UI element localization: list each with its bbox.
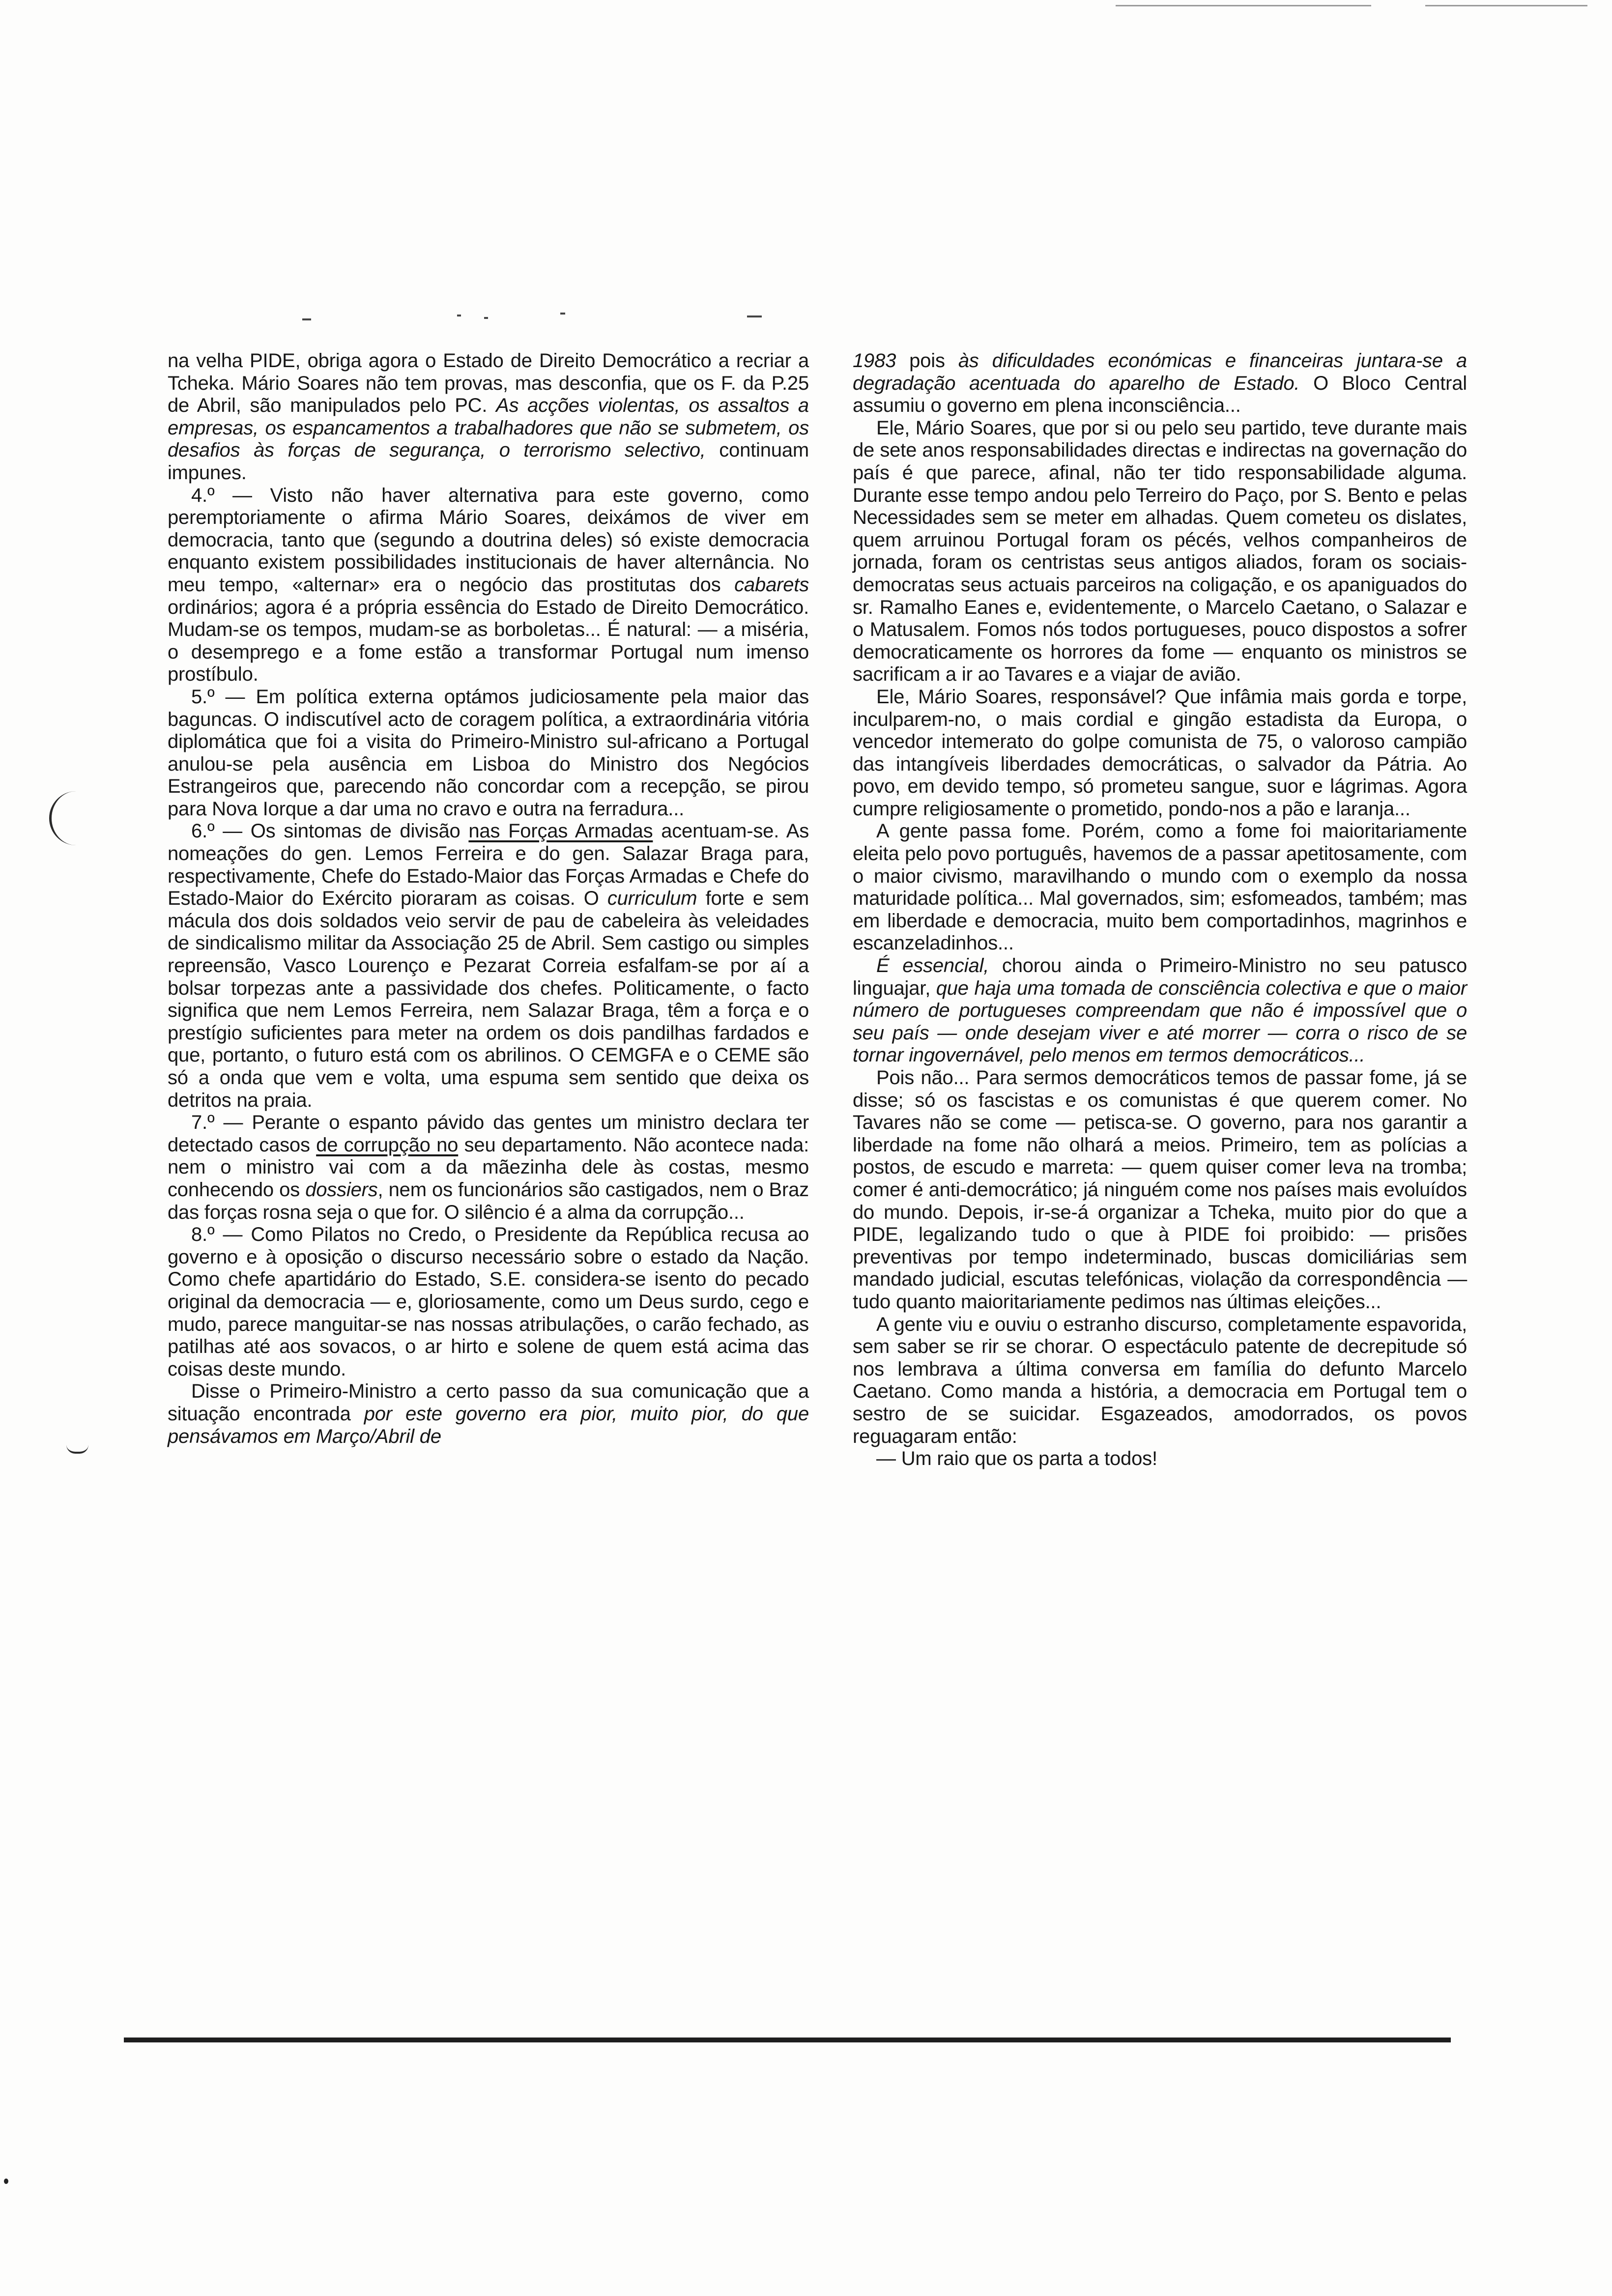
scan-speck	[484, 317, 488, 319]
italic-run: cabarets	[734, 574, 809, 596]
paragraph-point-6	[168, 820, 809, 1112]
paragraph: A gente passa fome. Porém, como a fome foi maioritariamente eleita pelo povo português, havemos de a passar apetitosamente, com o maior civismo, maravilhando o mundo com o exemplo da nossa maturidade política... Mal governados, sim; esfomeados, também; mas em liberdade e democracia, muito bem comportadinhos, magrinhos e escanzeladinhos...	[853, 820, 1467, 954]
text-run: ordinários; agora é a própria essência do Estado de Direito Democrático. Mudam-se os tempos, mudam-se as borboletas... É natural: — a miséria, o desemprego e a fome estão a transformar Portugal num imenso prostíbulo.	[168, 596, 809, 686]
underlined-run: nas Forças Armadas	[468, 820, 653, 842]
margin-bracket-mark	[49, 791, 81, 845]
paragraph-point-7	[168, 1112, 809, 1224]
closing-line: — Um raio que os parta a todos!	[876, 1448, 1157, 1470]
scan-speck	[747, 316, 762, 317]
paragraph: A gente viu e ouviu o estranho discurso, completamente espavorida, sem saber se rir se chorar. O espectáculo patente de decrepitude só nos lembrava a última conversa em família do defunto Marcelo Caetano. Como manda a história, a democracia em Portugal tem o sestro de se suicidar. Esgazeados, amodorrados, os povos reguagaram então:	[853, 1313, 1467, 1447]
right-column	[853, 350, 1467, 1470]
underlined-run: de corrupção no	[316, 1134, 459, 1156]
text-run: 7.º — Perante o espanto pávido das gentes um ministro declara ter detectado casos	[168, 1112, 809, 1156]
scan-speck	[457, 315, 461, 316]
italic-run: 1983	[853, 350, 896, 372]
text-run: 4.º — Visto não haver alternativa para este governo, como peremptoriamente o afirma Mário Soares, deixámos de viver em democracia, tanto que (segundo a doutrina deles) só existe democracia enquanto existem possibilidades institucionais de haver alternância. No meu tempo, «alternar» era o negócio das prostitutas dos	[168, 484, 809, 596]
paragraph	[853, 955, 1467, 1067]
scan-edge-line	[1425, 5, 1587, 6]
italic-run: É essencial,	[876, 955, 989, 977]
scan-speck	[302, 318, 311, 320]
text-run: forte e sem mácula dos dois soldados veio servir de pau de cabeleira às veleidades de sindicalismo militar da Associação 25 de Abril. Sem castigo ou simples repreensão, Vasco Lourenço e Pezarat Correia esfalfam-se por aí a bolsar torpezas ante a passividade dos chefes. Politicamente, o facto significa que nem Lemos Ferreira, nem Salazar Braga, têm a força e o prestígio suficientes para meter na ordem os dois pandilhas fardados e que, portanto, o futuro está com os abrilinos. O CEMGFA e o CEME são só a onda que vem e volta, uma espuma sem sentido que deixa os detritos na praia.	[168, 888, 809, 1111]
text-run: na velha PIDE, obriga agora o Estado de Direito Democrático a recriar a Tcheka. Mário Soares não tem provas, mas desconfia, que os F. da P.25 de Abril, são manipulados pelo PC.	[168, 350, 809, 417]
paragraph-point-4	[168, 485, 809, 686]
scan-edge-line	[1116, 5, 1371, 6]
text-run: pois	[909, 350, 945, 372]
italic-run: dossiers	[305, 1178, 378, 1201]
scan-speck	[560, 313, 565, 315]
left-column	[168, 350, 809, 1448]
italic-run: por este governo era pior, muito pior, do que pensávamos em Março/Abril de	[168, 1403, 809, 1447]
paragraph: Pois não... Para sermos democráticos temos de passar fome, já se disse; só os fascistas e os comunistas é que querem comer. No Tavares não se come — petisca-se. O governo, para nos garantir a liberdade na fome não olhará a meios. Primeiro, tem as polícias a postos, de escudo e marreta: — quem quiser comer leva na tromba; comer é anti-democrático; já ninguém come nos países mais evoluídos do mundo. Depois, ir-se-á organizar a Tcheka, muito pior do que a PIDE, legalizando tudo o que à PIDE foi proibido: — prisões preventivas por tempo indeterminado, buscas domiciliárias sem mandado judicial, escutas telefónicas, violação da correspondência — tudo quanto maioritariamente pedimos nas últimas eleições...	[853, 1067, 1467, 1313]
bottom-rule	[124, 2038, 1451, 2042]
paragraph: Ele, Mário Soares, responsável? Que infâmia mais gorda e torpe, inculparem-no, o mais cordial e gingão estadista da Europa, o vencedor intemerato do golpe comunista de 75, o valoroso campião das intangíveis liberdades democráticas, o salvador da Pátria. Ao povo, em devido tempo, só prometeu sangue, suor e lágrimas. Agora cumpre religiosamente o prometido, pondo-nos a pão e laranja...	[853, 686, 1467, 820]
margin-dot-mark	[4, 2179, 8, 2184]
paragraph-point-5: 5.º — Em política externa optámos judiciosamente pela maior das baguncas. O indiscutível acto de coragem política, a extraordinária vitória diplomática que foi a visita do Primeiro-Ministro sul-africano a Portugal anulou-se pela ausência em Lisboa do Ministro dos Negócios Estrangeiros que, parecendo não concordar com a recepção, se pirou para Nova Iorque a dar uma no cravo e outra na ferradura...	[168, 686, 809, 820]
text-run: 6.º — Os sintomas de divisão	[191, 820, 461, 842]
text-run: chorou ainda o Primeiro-Ministro no seu patusco linguajar,	[853, 955, 1468, 999]
text-run: continuam impunes.	[168, 439, 809, 484]
paragraph	[168, 1380, 809, 1448]
paragraph-point-8: 8.º — Como Pilatos no Credo, o Presidente da República recusa ao governo e à oposição o discurso necessário sobre o estado da Nação. Como chefe apartidário do Estado, S.E. considera-se isento do pecado original da democracia — e, gloriosamente, como um Deus surdo, cego e mudo, parece manguitar-se nas nossas atribulações, o carão fechado, as patilhas até aos sovacos, o ar hirto e solene de quem está acima das coisas deste mundo.	[168, 1224, 809, 1380]
italic-run: curriculum	[607, 888, 697, 910]
paragraph	[853, 350, 1467, 417]
margin-dash-mark	[66, 1445, 88, 1454]
italic-run: As acções violentas, os assaltos a empresas, os espancamentos a trabalhadores que não se submetem, os desafios às forças de segurança, o terrorismo selectivo,	[168, 395, 809, 461]
text-run: O Bloco Central assumiu o governo em plena inconsciência...	[853, 372, 1467, 417]
paragraph	[168, 350, 809, 485]
text-run: acentuam-se. As nomeações do gen. Lemos Ferreira e do gen. Salazar Braga para, respectivamente, Chefe do Estado-Maior das Forças Armadas e Chefe do Estado-Maior do Exército pioraram as coisas. O	[168, 820, 809, 910]
italic-run: que haja uma tomada de consciência colectiva e que o maior número de portugueses compreendam que não é impossível que o seu país — onde desejam viver e até morrer — corra o risco de se tornar ingovernável, pelo menos em termos democráticos...	[853, 977, 1467, 1066]
italic-run: às dificuldades económicas e financeiras juntara-se a degradação acentuada do aparelho de Estado.	[853, 350, 1467, 394]
text-run: Disse o Primeiro-Ministro a certo passo da sua comunicação que a situação encontrada	[168, 1380, 809, 1425]
text-run: seu departamento. Não acontece nada: nem o ministro vai com a da mãezinha dele às costas, mesmo conhecendo os	[168, 1134, 809, 1201]
paragraph: Ele, Mário Soares, que por si ou pelo seu partido, teve durante mais de sete anos responsabilidades directas e indirectas na governação do país é que parece, afinal, não ter tido responsabilidade alguma. Durante esse tempo andou pelo Terreiro do Paço, por S. Bento e pelas Necessidades sem se meter em alhadas. Quem cometeu os dislates, quem arruinou Portugal foram os pécés, velhos companheiros de jornada, foram os centristas seus antigos aliados, foram os sociais-democratas seus actuais parceiros na coligação, e os apaniguados do sr. Ramalho Eanes e, evidentemente, o Marcelo Caetano, o Salazar e o Matusalem. Fomos nós todos portugueses, pouco dispostos a sofrer democraticamente os horrores da fome — enquanto os ministros se sacrificam a ir ao Tavares e a viajar de avião.	[853, 417, 1467, 686]
text-run: , nem os funcionários são castigados, nem o Braz das forças rosna seja o que for. O silêncio é a alma da corrupção...	[168, 1178, 809, 1223]
